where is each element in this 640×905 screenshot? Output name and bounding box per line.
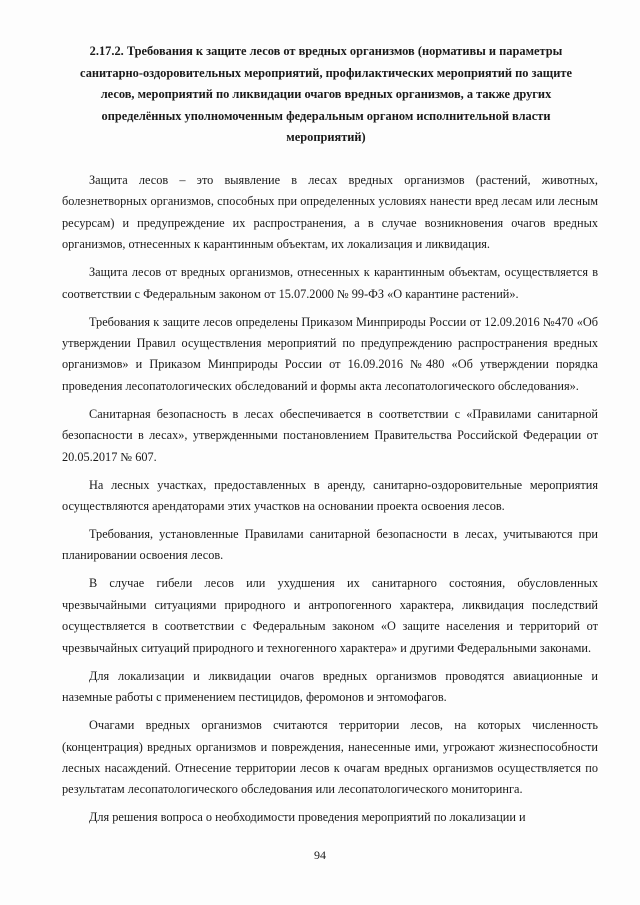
- paragraph: Санитарная безопасность в лесах обеспечивается в соответствии с «Правилами санитарной безопасности в лесах», утвержденными постановлением Правительства Российской Федерации от 20.05.2017 № 607.: [62, 406, 598, 464]
- paragraph: Требования, установленные Правилами санитарной безопасности в лесах, учитываются при планировании освоения лесов.: [62, 527, 598, 563]
- section-heading: 2.17.2. Требования к защите лесов от вредных организмов (нормативы и параметры санитарно-оздоровительных мероприятий, профилактических мероприятий по защите лесов, мероприятий по ликвидации очагов вредных организмов, а также других определённых уполномоченным федеральным органом исполнительной власти мероприятий): [80, 44, 572, 145]
- paragraph: Для решения вопроса о необходимости проведения мероприятий по локализации и: [89, 810, 526, 825]
- paragraph: Защита лесов – это выявление в лесах вредных организмов (растений, животных, болезнетворных организмов, способных при определенных условиях нанести вред лесам или лесным ресурсам) и предупреждение их распространения, а в случае возникновения очагов вредных организмов, отнесенных к карантинным объектам, их локализация и ликвидация.: [62, 173, 598, 252]
- paragraph: Очагами вредных организмов считаются территории лесов, на которых численность (концентрация) вредных организмов и повреждения, нанесенные ими, угрожают жизнеспособности лесных насаждений. Отнесение территории лесов к очагам вредных организмов осуществляется по результатам лесопатологического обследования или лесопатологического мониторинга.: [62, 718, 598, 797]
- body-text: [62, 170, 598, 835]
- page-number: 94: [314, 848, 326, 862]
- paragraph: Защита лесов от вредных организмов, отнесенных к карантинным объектам, осуществляется в соответствии с Федеральным законом от 15.07.2000 № 99-ФЗ «О карантине растений».: [62, 265, 598, 301]
- paragraph: В случае гибели лесов или ухудшения их санитарного состояния, обусловленных чрезвычайными ситуациями природного и антропогенного характера, ликвидация последствий осуществляется в соответствии с Федеральным законом «О защите населения и территорий от чрезвычайных ситуаций природного и техногенного характера» и другими Федеральными законами.: [62, 576, 598, 655]
- paragraph: На лесных участках, предоставленных в аренду, санитарно-оздоровительные мероприятия осуществляются арендаторами этих участков на основании проекта освоения лесов.: [62, 477, 598, 514]
- paragraph: Требования к защите лесов определены Приказом Минприроды России от 12.09.2016 №470 «Об утверждении Правил осуществления мероприятий по предупреждению распространения вредных организмов» и Приказом Минприроды России от 16.09.2016 №480 «Об утверждении порядка проведения лесопатологических обследований и формы акта лесопатологического обследования».: [62, 314, 598, 393]
- paragraph: Для локализации и ликвидации очагов вредных организмов проводятся авиационные и наземные работы с применением пестицидов, феромонов и энтомофагов.: [62, 668, 598, 705]
